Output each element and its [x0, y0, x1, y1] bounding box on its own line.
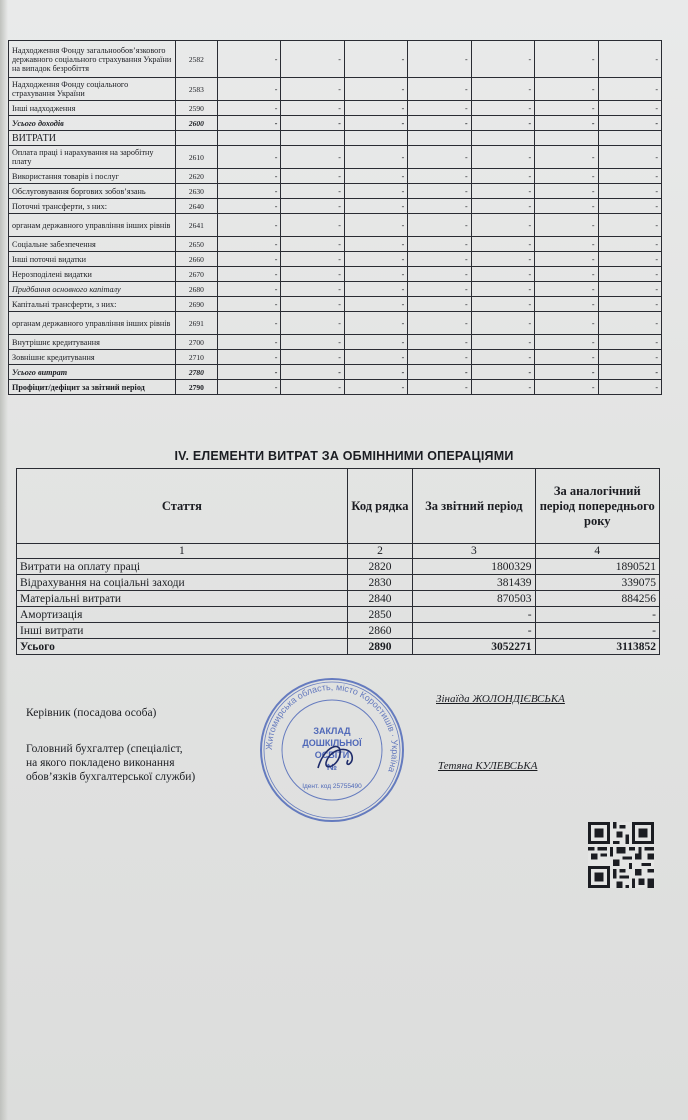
- row-code: 2780: [175, 365, 217, 380]
- row-value: -: [471, 169, 534, 184]
- row-value: -: [408, 312, 471, 335]
- row-article: Матеріальні витрати: [17, 591, 348, 607]
- row-value: -: [471, 252, 534, 267]
- row-value: -: [344, 380, 407, 395]
- table-row: [9, 101, 662, 116]
- row-value: -: [344, 101, 407, 116]
- row-value: -: [281, 237, 344, 252]
- table-header-row: [17, 469, 660, 544]
- row-value: -: [471, 380, 534, 395]
- row-value: -: [344, 214, 407, 237]
- row-code: 2890: [347, 639, 412, 655]
- row-value: -: [408, 380, 471, 395]
- row-code: 2582: [175, 41, 217, 78]
- row-code: 2860: [347, 623, 412, 639]
- row-value: -: [535, 184, 598, 199]
- row-value: -: [408, 41, 471, 78]
- row-value: -: [408, 214, 471, 237]
- row-previous: 3113852: [535, 639, 659, 655]
- table-row: [9, 214, 662, 237]
- row-value: -: [408, 184, 471, 199]
- page-edge-shadow: [0, 0, 8, 1120]
- row-value: -: [535, 282, 598, 297]
- row-value: -: [471, 297, 534, 312]
- row-current: 3052271: [413, 639, 535, 655]
- row-value: -: [598, 146, 661, 169]
- row-code: 2670: [175, 267, 217, 282]
- row-value: -: [598, 237, 661, 252]
- table-row: [17, 623, 660, 639]
- row-value: [598, 131, 661, 146]
- accountant-label-line-1: Головний бухгалтер (спеціаліст,: [26, 743, 183, 755]
- row-value: -: [344, 335, 407, 350]
- row-previous: 884256: [535, 591, 659, 607]
- table-row: [9, 380, 662, 395]
- row-value: -: [218, 101, 281, 116]
- row-value: -: [218, 78, 281, 101]
- row-label: Надходження Фонду соціального страхування України: [9, 78, 176, 101]
- row-value: -: [408, 335, 471, 350]
- row-code: 2641: [175, 214, 217, 237]
- row-article: Амортизація: [17, 607, 348, 623]
- row-value: -: [281, 380, 344, 395]
- row-value: [344, 131, 407, 146]
- row-value: -: [535, 169, 598, 184]
- table-row: [9, 237, 662, 252]
- row-code: 2850: [347, 607, 412, 623]
- row-value: [281, 131, 344, 146]
- table-row: [9, 365, 662, 380]
- row-code: 2820: [347, 559, 412, 575]
- row-value: -: [535, 312, 598, 335]
- table-row: [9, 350, 662, 365]
- row-value: -: [471, 365, 534, 380]
- row-value: -: [344, 169, 407, 184]
- accountant-label-line-3: обов’язків бухгалтерської служби): [26, 771, 196, 783]
- row-value: -: [535, 252, 598, 267]
- table-row: [9, 131, 662, 146]
- row-value: -: [471, 184, 534, 199]
- row-value: -: [408, 267, 471, 282]
- row-value: -: [598, 169, 661, 184]
- row-value: -: [344, 146, 407, 169]
- row-label: Внутрішнє кредитування: [9, 335, 176, 350]
- row-value: -: [535, 101, 598, 116]
- stamp-ring-text: Житомирська область, місто Коростишів · Україна: [263, 681, 401, 774]
- row-current: 870503: [413, 591, 535, 607]
- row-value: -: [344, 350, 407, 365]
- row-value: -: [598, 199, 661, 214]
- row-value: -: [218, 116, 281, 131]
- row-value: -: [281, 267, 344, 282]
- stamp-center-line-1: ЗАКЛАД: [313, 726, 351, 736]
- row-value: -: [344, 78, 407, 101]
- row-value: -: [471, 312, 534, 335]
- row-previous: 1890521: [535, 559, 659, 575]
- row-value: -: [218, 252, 281, 267]
- row-value: -: [598, 101, 661, 116]
- row-value: -: [471, 146, 534, 169]
- row-value: -: [281, 282, 344, 297]
- row-value: -: [218, 350, 281, 365]
- qr-code-icon: [588, 822, 654, 888]
- col-number-1: 1: [17, 544, 348, 559]
- row-label: Обслуговування боргових зобов’язань: [9, 184, 176, 199]
- row-value: -: [471, 267, 534, 282]
- row-code: 2620: [175, 169, 217, 184]
- row-code: 2700: [175, 335, 217, 350]
- row-value: -: [535, 237, 598, 252]
- row-article: Відрахування на соціальні заходи: [17, 575, 348, 591]
- row-current: -: [413, 607, 535, 623]
- stamp-code-text: Ідент. код 25755490: [302, 783, 362, 790]
- table-row: [9, 146, 662, 169]
- col-number-4: 4: [535, 544, 659, 559]
- row-value: -: [408, 297, 471, 312]
- row-value: -: [281, 101, 344, 116]
- row-value: -: [535, 297, 598, 312]
- row-label: органам державного управління інших рівнів: [9, 312, 176, 335]
- row-value: -: [535, 380, 598, 395]
- row-value: -: [408, 199, 471, 214]
- row-code: 2590: [175, 101, 217, 116]
- income-expense-table: [8, 40, 662, 395]
- row-value: -: [535, 78, 598, 101]
- row-value: -: [408, 252, 471, 267]
- table-row: [9, 116, 662, 131]
- row-value: -: [218, 146, 281, 169]
- row-value: -: [281, 116, 344, 131]
- row-article: Витрати на оплату праці: [17, 559, 348, 575]
- row-current: 381439: [413, 575, 535, 591]
- row-value: -: [598, 116, 661, 131]
- official-stamp: [258, 676, 406, 824]
- row-value: -: [408, 146, 471, 169]
- row-value: -: [598, 335, 661, 350]
- row-value: -: [535, 214, 598, 237]
- row-value: -: [281, 335, 344, 350]
- row-value: -: [281, 146, 344, 169]
- table-row: [9, 312, 662, 335]
- head-label: Керівник (посадова особа): [26, 707, 157, 719]
- row-value: -: [218, 267, 281, 282]
- row-value: -: [218, 297, 281, 312]
- row-value: -: [344, 365, 407, 380]
- head-name: Зінаїда ЖОЛОНДІЄВСЬКА: [436, 693, 565, 705]
- header-current: За звітний період: [413, 469, 535, 544]
- row-value: -: [471, 116, 534, 131]
- row-value: -: [281, 214, 344, 237]
- row-code: 2640: [175, 199, 217, 214]
- row-value: -: [408, 169, 471, 184]
- row-label: органам державного управління інших рівнів: [9, 214, 176, 237]
- row-value: -: [344, 267, 407, 282]
- row-value: -: [598, 350, 661, 365]
- row-value: -: [218, 365, 281, 380]
- row-code: 2650: [175, 237, 217, 252]
- row-value: -: [218, 237, 281, 252]
- stamp-center-line-4: №: [326, 762, 338, 772]
- row-value: -: [218, 282, 281, 297]
- row-code: 2790: [175, 380, 217, 395]
- row-value: -: [218, 199, 281, 214]
- row-value: -: [408, 365, 471, 380]
- row-value: -: [535, 41, 598, 78]
- row-previous: -: [535, 623, 659, 639]
- stamp-center-line-2: ДОШКІЛЬНОЇ: [302, 738, 362, 748]
- table-row: [17, 575, 660, 591]
- table-row: [17, 639, 660, 655]
- row-value: -: [598, 282, 661, 297]
- table-row: [9, 199, 662, 214]
- row-code: 2583: [175, 78, 217, 101]
- row-value: -: [598, 214, 661, 237]
- accountant-name: Тетяна КУЛЕВСЬКА: [438, 760, 538, 772]
- row-value: -: [471, 335, 534, 350]
- col-number-3: 3: [413, 544, 535, 559]
- row-value: -: [344, 282, 407, 297]
- row-value: -: [535, 365, 598, 380]
- row-value: [535, 131, 598, 146]
- row-value: -: [535, 146, 598, 169]
- row-value: -: [281, 169, 344, 184]
- row-value: -: [218, 169, 281, 184]
- row-label: Усього доходів: [9, 116, 176, 131]
- row-value: -: [281, 41, 344, 78]
- accountant-label-line-2: на якого покладено виконання: [26, 757, 175, 769]
- row-value: -: [471, 237, 534, 252]
- header-code: Код рядка: [347, 469, 412, 544]
- table-row: [17, 607, 660, 623]
- row-value: -: [281, 252, 344, 267]
- table-row: [9, 78, 662, 101]
- row-label: Використання товарів і послуг: [9, 169, 176, 184]
- row-value: -: [535, 350, 598, 365]
- row-value: -: [598, 267, 661, 282]
- expense-elements-table: [16, 468, 660, 655]
- row-value: -: [408, 237, 471, 252]
- row-value: -: [535, 116, 598, 131]
- row-value: -: [344, 252, 407, 267]
- row-value: -: [598, 252, 661, 267]
- section-title: IV. ЕЛЕМЕНТИ ВИТРАТ ЗА ОБМІННИМИ ОПЕРАЦІЯМИ: [174, 449, 514, 463]
- row-value: -: [344, 184, 407, 199]
- table-row: [9, 169, 662, 184]
- table-row: [9, 335, 662, 350]
- row-value: -: [471, 282, 534, 297]
- row-value: -: [281, 312, 344, 335]
- row-value: -: [281, 199, 344, 214]
- row-code: 2680: [175, 282, 217, 297]
- row-value: -: [218, 380, 281, 395]
- row-previous: -: [535, 607, 659, 623]
- table-row: [9, 297, 662, 312]
- row-value: -: [408, 78, 471, 101]
- row-value: -: [471, 350, 534, 365]
- row-value: -: [218, 312, 281, 335]
- row-value: -: [218, 41, 281, 78]
- row-value: -: [535, 199, 598, 214]
- stamp-center-line-3: ОСВІТИ: [314, 750, 350, 760]
- row-current: 1800329: [413, 559, 535, 575]
- row-value: -: [281, 297, 344, 312]
- row-value: -: [281, 350, 344, 365]
- row-code: 2610: [175, 146, 217, 169]
- row-label: Поточні трансферти, з них:: [9, 199, 176, 214]
- row-label: Придбання основного капіталу: [9, 282, 176, 297]
- row-value: -: [408, 101, 471, 116]
- row-code: 2630: [175, 184, 217, 199]
- row-value: -: [218, 214, 281, 237]
- row-value: -: [471, 78, 534, 101]
- row-label: ВИТРАТИ: [9, 131, 176, 146]
- table-row: [9, 252, 662, 267]
- row-value: -: [344, 41, 407, 78]
- row-code: 2691: [175, 312, 217, 335]
- table-row: [9, 282, 662, 297]
- row-label: Оплата праці і нарахування на заробітну плату: [9, 146, 176, 169]
- row-value: -: [535, 267, 598, 282]
- row-article: Усього: [17, 639, 348, 655]
- row-label: Капітальні трансферти, з них:: [9, 297, 176, 312]
- row-label: Профіцит/дефіцит за звітний період: [9, 380, 176, 395]
- row-value: -: [535, 335, 598, 350]
- row-code: 2600: [175, 116, 217, 131]
- row-value: -: [598, 365, 661, 380]
- row-code: 2840: [347, 591, 412, 607]
- row-value: -: [598, 380, 661, 395]
- row-value: [408, 131, 471, 146]
- row-value: -: [598, 312, 661, 335]
- row-value: -: [281, 365, 344, 380]
- row-code: 2660: [175, 252, 217, 267]
- row-label: Соціальне забезпечення: [9, 237, 176, 252]
- row-value: -: [598, 78, 661, 101]
- row-value: -: [471, 214, 534, 237]
- row-value: -: [408, 350, 471, 365]
- header-article: Стаття: [17, 469, 348, 544]
- row-value: -: [408, 282, 471, 297]
- row-label: Зовнішнє кредитування: [9, 350, 176, 365]
- accountant-label: [26, 742, 195, 784]
- header-previous: За аналогічний період попереднього року: [535, 469, 659, 544]
- row-value: -: [344, 297, 407, 312]
- table-row: [9, 267, 662, 282]
- row-value: -: [598, 297, 661, 312]
- row-value: [218, 131, 281, 146]
- row-label: Надходження Фонду загальнообов’язкового державного соціального страхування України на випадок безробіття: [9, 41, 176, 78]
- row-value: -: [281, 184, 344, 199]
- row-value: -: [344, 312, 407, 335]
- row-value: -: [218, 335, 281, 350]
- row-value: -: [344, 116, 407, 131]
- row-label: Інші поточні видатки: [9, 252, 176, 267]
- row-label: Інші надходження: [9, 101, 176, 116]
- table-row: [9, 41, 662, 78]
- row-previous: 339075: [535, 575, 659, 591]
- table-row: [17, 559, 660, 575]
- row-label: Нерозподілені видатки: [9, 267, 176, 282]
- row-value: -: [471, 199, 534, 214]
- row-code: 2690: [175, 297, 217, 312]
- column-number-row: [17, 544, 660, 559]
- row-value: -: [218, 184, 281, 199]
- row-value: [471, 131, 534, 146]
- row-value: -: [344, 199, 407, 214]
- row-value: -: [598, 41, 661, 78]
- row-value: -: [471, 41, 534, 78]
- row-value: -: [281, 78, 344, 101]
- row-code: [175, 131, 217, 146]
- row-value: -: [408, 116, 471, 131]
- row-code: 2710: [175, 350, 217, 365]
- table-row: [17, 591, 660, 607]
- row-article: Інші витрати: [17, 623, 348, 639]
- row-current: -: [413, 623, 535, 639]
- row-value: -: [471, 101, 534, 116]
- row-code: 2830: [347, 575, 412, 591]
- table-row: [9, 184, 662, 199]
- row-value: -: [598, 184, 661, 199]
- row-value: -: [344, 237, 407, 252]
- col-number-2: 2: [347, 544, 412, 559]
- row-label: Усього витрат: [9, 365, 176, 380]
